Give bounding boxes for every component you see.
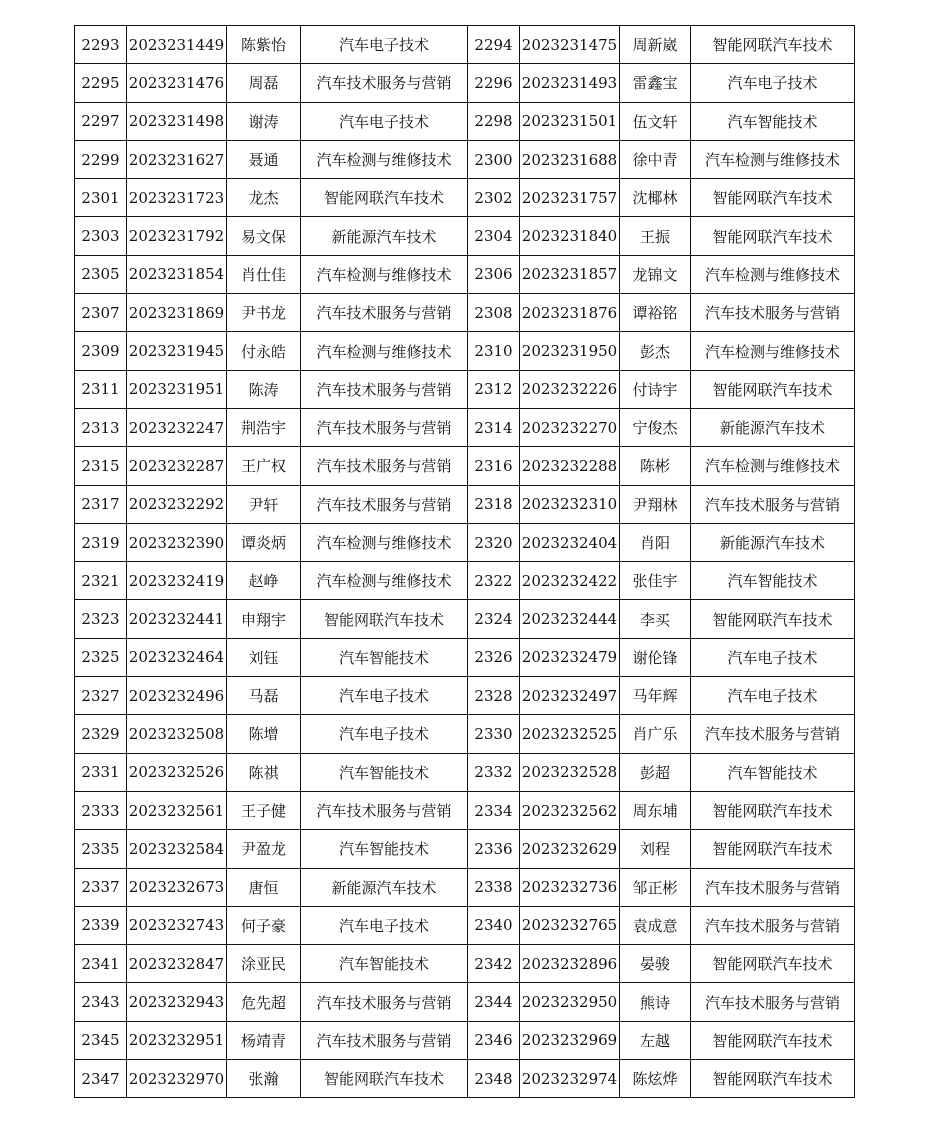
right-seq-number-cell: 2298 <box>468 102 520 140</box>
right-seq-number-cell: 2316 <box>468 447 520 485</box>
left-student-name-cell: 尹盈龙 <box>227 830 301 868</box>
left-major-cell: 汽车电子技术 <box>301 715 468 753</box>
left-seq-number-cell: 2347 <box>75 1060 127 1098</box>
left-seq-number-cell: 2323 <box>75 600 127 638</box>
right-student-name-cell: 付诗宇 <box>620 370 691 408</box>
right-student-name-cell: 宁俊杰 <box>620 408 691 446</box>
right-major-cell: 新能源汽车技术 <box>691 408 855 446</box>
table-row <box>75 179 855 217</box>
left-student-id-cell: 2023232390 <box>127 523 227 561</box>
right-student-name-cell: 陈炫烨 <box>620 1060 691 1098</box>
table-row <box>75 255 855 293</box>
left-seq-number-cell: 2301 <box>75 179 127 217</box>
right-seq-number-cell: 2334 <box>468 791 520 829</box>
left-student-name-cell: 杨靖青 <box>227 1021 301 1059</box>
left-major-cell: 汽车智能技术 <box>301 638 468 676</box>
table-row <box>75 753 855 791</box>
left-student-name-cell: 陈增 <box>227 715 301 753</box>
left-seq-number-cell: 2315 <box>75 447 127 485</box>
right-student-name-cell: 周新崴 <box>620 26 691 64</box>
left-student-name-cell: 唐恒 <box>227 868 301 906</box>
right-seq-number-cell: 2322 <box>468 562 520 600</box>
right-major-cell: 汽车技术服务与营销 <box>691 294 855 332</box>
table-row <box>75 370 855 408</box>
table-row <box>75 830 855 868</box>
left-major-cell: 新能源汽车技术 <box>301 868 468 906</box>
left-seq-number-cell: 2333 <box>75 791 127 829</box>
right-student-id-cell: 2023232444 <box>520 600 620 638</box>
right-seq-number-cell: 2306 <box>468 255 520 293</box>
left-student-name-cell: 王广权 <box>227 447 301 485</box>
right-student-name-cell: 熊诗 <box>620 983 691 1021</box>
right-major-cell: 智能网联汽车技术 <box>691 26 855 64</box>
right-major-cell: 汽车检测与维修技术 <box>691 447 855 485</box>
right-seq-number-cell: 2294 <box>468 26 520 64</box>
table-row <box>75 26 855 64</box>
right-major-cell: 智能网联汽车技术 <box>691 179 855 217</box>
right-student-name-cell: 沈椰林 <box>620 179 691 217</box>
left-student-id-cell: 2023232508 <box>127 715 227 753</box>
right-student-id-cell: 2023232974 <box>520 1060 620 1098</box>
left-major-cell: 智能网联汽车技术 <box>301 1060 468 1098</box>
left-seq-number-cell: 2295 <box>75 64 127 102</box>
right-seq-number-cell: 2338 <box>468 868 520 906</box>
left-student-id-cell: 2023232292 <box>127 485 227 523</box>
right-seq-number-cell: 2318 <box>468 485 520 523</box>
left-student-name-cell: 危先超 <box>227 983 301 1021</box>
left-major-cell: 汽车技术服务与营销 <box>301 370 468 408</box>
right-student-id-cell: 2023232629 <box>520 830 620 868</box>
right-major-cell: 汽车电子技术 <box>691 638 855 676</box>
right-student-name-cell: 徐中青 <box>620 140 691 178</box>
right-seq-number-cell: 2296 <box>468 64 520 102</box>
right-student-name-cell: 晏骏 <box>620 945 691 983</box>
roster-body <box>75 26 855 1098</box>
right-student-id-cell: 2023232896 <box>520 945 620 983</box>
left-student-name-cell: 聂通 <box>227 140 301 178</box>
right-seq-number-cell: 2320 <box>468 523 520 561</box>
left-student-id-cell: 2023232584 <box>127 830 227 868</box>
left-student-id-cell: 2023231869 <box>127 294 227 332</box>
right-student-name-cell: 谢伦锋 <box>620 638 691 676</box>
left-student-name-cell: 张瀚 <box>227 1060 301 1098</box>
right-student-name-cell: 尹翔林 <box>620 485 691 523</box>
left-major-cell: 汽车技术服务与营销 <box>301 64 468 102</box>
right-seq-number-cell: 2326 <box>468 638 520 676</box>
left-student-id-cell: 2023231627 <box>127 140 227 178</box>
left-student-id-cell: 2023231476 <box>127 64 227 102</box>
right-student-id-cell: 2023231857 <box>520 255 620 293</box>
table-row <box>75 945 855 983</box>
left-student-name-cell: 尹轩 <box>227 485 301 523</box>
left-student-name-cell: 尹书龙 <box>227 294 301 332</box>
right-student-name-cell: 雷鑫宝 <box>620 64 691 102</box>
left-major-cell: 汽车智能技术 <box>301 945 468 983</box>
left-student-id-cell: 2023232464 <box>127 638 227 676</box>
left-major-cell: 新能源汽车技术 <box>301 217 468 255</box>
left-seq-number-cell: 2299 <box>75 140 127 178</box>
right-student-id-cell: 2023231950 <box>520 332 620 370</box>
left-student-id-cell: 2023232526 <box>127 753 227 791</box>
left-student-id-cell: 2023232247 <box>127 408 227 446</box>
left-student-id-cell: 2023232743 <box>127 906 227 944</box>
left-student-id-cell: 2023232943 <box>127 983 227 1021</box>
right-major-cell: 智能网联汽车技术 <box>691 945 855 983</box>
right-major-cell: 汽车技术服务与营销 <box>691 715 855 753</box>
left-major-cell: 汽车检测与维修技术 <box>301 140 468 178</box>
right-student-name-cell: 谭裕铭 <box>620 294 691 332</box>
left-major-cell: 汽车技术服务与营销 <box>301 983 468 1021</box>
left-student-id-cell: 2023231449 <box>127 26 227 64</box>
right-seq-number-cell: 2312 <box>468 370 520 408</box>
right-major-cell: 新能源汽车技术 <box>691 523 855 561</box>
left-seq-number-cell: 2325 <box>75 638 127 676</box>
left-seq-number-cell: 2297 <box>75 102 127 140</box>
left-student-name-cell: 周磊 <box>227 64 301 102</box>
right-student-id-cell: 2023231876 <box>520 294 620 332</box>
left-major-cell: 汽车检测与维修技术 <box>301 523 468 561</box>
left-seq-number-cell: 2307 <box>75 294 127 332</box>
right-student-name-cell: 周东埔 <box>620 791 691 829</box>
right-student-id-cell: 2023231840 <box>520 217 620 255</box>
left-major-cell: 智能网联汽车技术 <box>301 179 468 217</box>
table-row <box>75 447 855 485</box>
left-major-cell: 智能网联汽车技术 <box>301 600 468 638</box>
table-row <box>75 485 855 523</box>
right-major-cell: 汽车技术服务与营销 <box>691 906 855 944</box>
table-row <box>75 1021 855 1059</box>
right-major-cell: 智能网联汽车技术 <box>691 600 855 638</box>
left-seq-number-cell: 2319 <box>75 523 127 561</box>
left-major-cell: 汽车技术服务与营销 <box>301 485 468 523</box>
left-student-id-cell: 2023232419 <box>127 562 227 600</box>
left-major-cell: 汽车技术服务与营销 <box>301 1021 468 1059</box>
table-row <box>75 562 855 600</box>
right-student-name-cell: 肖广乐 <box>620 715 691 753</box>
right-seq-number-cell: 2336 <box>468 830 520 868</box>
table-row <box>75 523 855 561</box>
left-major-cell: 汽车技术服务与营销 <box>301 294 468 332</box>
table-row <box>75 408 855 446</box>
left-student-name-cell: 王子健 <box>227 791 301 829</box>
right-major-cell: 智能网联汽车技术 <box>691 830 855 868</box>
right-student-id-cell: 2023231475 <box>520 26 620 64</box>
left-student-name-cell: 谭炎炳 <box>227 523 301 561</box>
left-student-id-cell: 2023232441 <box>127 600 227 638</box>
left-student-name-cell: 刘钰 <box>227 638 301 676</box>
left-student-id-cell: 2023231792 <box>127 217 227 255</box>
table-row <box>75 638 855 676</box>
left-student-name-cell: 马磊 <box>227 677 301 715</box>
left-seq-number-cell: 2331 <box>75 753 127 791</box>
right-student-id-cell: 2023232562 <box>520 791 620 829</box>
left-major-cell: 汽车检测与维修技术 <box>301 255 468 293</box>
left-student-name-cell: 谢涛 <box>227 102 301 140</box>
right-major-cell: 汽车智能技术 <box>691 102 855 140</box>
left-major-cell: 汽车电子技术 <box>301 26 468 64</box>
right-major-cell: 汽车技术服务与营销 <box>691 983 855 1021</box>
left-seq-number-cell: 2329 <box>75 715 127 753</box>
left-major-cell: 汽车智能技术 <box>301 830 468 868</box>
left-major-cell: 汽车技术服务与营销 <box>301 791 468 829</box>
left-seq-number-cell: 2345 <box>75 1021 127 1059</box>
left-student-name-cell: 赵峥 <box>227 562 301 600</box>
right-seq-number-cell: 2314 <box>468 408 520 446</box>
right-major-cell: 智能网联汽车技术 <box>691 1060 855 1098</box>
right-seq-number-cell: 2304 <box>468 217 520 255</box>
table-row <box>75 332 855 370</box>
left-student-id-cell: 2023232673 <box>127 868 227 906</box>
right-major-cell: 智能网联汽车技术 <box>691 791 855 829</box>
table-row <box>75 600 855 638</box>
right-student-id-cell: 2023232528 <box>520 753 620 791</box>
left-student-name-cell: 龙杰 <box>227 179 301 217</box>
right-student-id-cell: 2023231501 <box>520 102 620 140</box>
right-student-name-cell: 龙锦文 <box>620 255 691 293</box>
right-seq-number-cell: 2332 <box>468 753 520 791</box>
right-student-name-cell: 陈彬 <box>620 447 691 485</box>
right-student-id-cell: 2023232422 <box>520 562 620 600</box>
left-seq-number-cell: 2339 <box>75 906 127 944</box>
table-row <box>75 140 855 178</box>
left-student-id-cell: 2023232970 <box>127 1060 227 1098</box>
left-student-id-cell: 2023232561 <box>127 791 227 829</box>
left-student-name-cell: 申翔宇 <box>227 600 301 638</box>
left-student-name-cell: 付永皓 <box>227 332 301 370</box>
right-seq-number-cell: 2346 <box>468 1021 520 1059</box>
table-row <box>75 677 855 715</box>
right-major-cell: 汽车智能技术 <box>691 562 855 600</box>
left-major-cell: 汽车技术服务与营销 <box>301 447 468 485</box>
table-row <box>75 715 855 753</box>
left-major-cell: 汽车检测与维修技术 <box>301 332 468 370</box>
right-major-cell: 汽车技术服务与营销 <box>691 485 855 523</box>
right-major-cell: 智能网联汽车技术 <box>691 217 855 255</box>
left-major-cell: 汽车技术服务与营销 <box>301 408 468 446</box>
student-roster-table <box>74 25 855 1098</box>
left-student-name-cell: 涂亚民 <box>227 945 301 983</box>
table-row <box>75 868 855 906</box>
left-student-id-cell: 2023231951 <box>127 370 227 408</box>
right-major-cell: 汽车智能技术 <box>691 753 855 791</box>
right-seq-number-cell: 2310 <box>468 332 520 370</box>
left-major-cell: 汽车电子技术 <box>301 677 468 715</box>
right-seq-number-cell: 2324 <box>468 600 520 638</box>
right-student-name-cell: 袁成意 <box>620 906 691 944</box>
right-student-name-cell: 彭超 <box>620 753 691 791</box>
right-student-id-cell: 2023232497 <box>520 677 620 715</box>
left-student-name-cell: 荆浩宇 <box>227 408 301 446</box>
left-seq-number-cell: 2293 <box>75 26 127 64</box>
right-student-name-cell: 左越 <box>620 1021 691 1059</box>
left-seq-number-cell: 2321 <box>75 562 127 600</box>
right-seq-number-cell: 2308 <box>468 294 520 332</box>
left-seq-number-cell: 2313 <box>75 408 127 446</box>
right-major-cell: 汽车技术服务与营销 <box>691 868 855 906</box>
left-student-name-cell: 陈涛 <box>227 370 301 408</box>
left-seq-number-cell: 2311 <box>75 370 127 408</box>
right-student-name-cell: 刘程 <box>620 830 691 868</box>
right-major-cell: 汽车检测与维修技术 <box>691 140 855 178</box>
table-row <box>75 217 855 255</box>
right-seq-number-cell: 2342 <box>468 945 520 983</box>
right-student-name-cell: 伍文轩 <box>620 102 691 140</box>
right-student-id-cell: 2023232270 <box>520 408 620 446</box>
left-seq-number-cell: 2317 <box>75 485 127 523</box>
right-major-cell: 汽车检测与维修技术 <box>691 332 855 370</box>
table-row <box>75 102 855 140</box>
left-seq-number-cell: 2305 <box>75 255 127 293</box>
right-major-cell: 智能网联汽车技术 <box>691 370 855 408</box>
right-student-id-cell: 2023232969 <box>520 1021 620 1059</box>
left-student-id-cell: 2023231854 <box>127 255 227 293</box>
right-student-id-cell: 2023232525 <box>520 715 620 753</box>
left-student-id-cell: 2023232951 <box>127 1021 227 1059</box>
left-seq-number-cell: 2341 <box>75 945 127 983</box>
right-student-name-cell: 肖阳 <box>620 523 691 561</box>
right-seq-number-cell: 2300 <box>468 140 520 178</box>
left-student-id-cell: 2023231723 <box>127 179 227 217</box>
right-student-name-cell: 张佳宇 <box>620 562 691 600</box>
left-student-id-cell: 2023231498 <box>127 102 227 140</box>
right-major-cell: 汽车电子技术 <box>691 677 855 715</box>
left-seq-number-cell: 2327 <box>75 677 127 715</box>
left-student-name-cell: 陈紫怡 <box>227 26 301 64</box>
left-seq-number-cell: 2337 <box>75 868 127 906</box>
left-seq-number-cell: 2303 <box>75 217 127 255</box>
table-row <box>75 906 855 944</box>
table-row <box>75 64 855 102</box>
right-student-id-cell: 2023232950 <box>520 983 620 1021</box>
right-student-id-cell: 2023231757 <box>520 179 620 217</box>
right-student-name-cell: 邹正彬 <box>620 868 691 906</box>
table-row <box>75 1060 855 1098</box>
right-student-name-cell: 彭杰 <box>620 332 691 370</box>
right-student-id-cell: 2023232404 <box>520 523 620 561</box>
right-seq-number-cell: 2330 <box>468 715 520 753</box>
right-student-name-cell: 李买 <box>620 600 691 638</box>
right-seq-number-cell: 2328 <box>468 677 520 715</box>
right-student-id-cell: 2023232736 <box>520 868 620 906</box>
right-student-id-cell: 2023232765 <box>520 906 620 944</box>
right-seq-number-cell: 2344 <box>468 983 520 1021</box>
left-student-id-cell: 2023231945 <box>127 332 227 370</box>
left-student-id-cell: 2023232287 <box>127 447 227 485</box>
left-major-cell: 汽车检测与维修技术 <box>301 562 468 600</box>
right-student-id-cell: 2023232479 <box>520 638 620 676</box>
right-major-cell: 智能网联汽车技术 <box>691 1021 855 1059</box>
left-seq-number-cell: 2335 <box>75 830 127 868</box>
right-student-id-cell: 2023231493 <box>520 64 620 102</box>
table-row <box>75 791 855 829</box>
right-major-cell: 汽车检测与维修技术 <box>691 255 855 293</box>
right-seq-number-cell: 2340 <box>468 906 520 944</box>
left-major-cell: 汽车电子技术 <box>301 102 468 140</box>
left-student-name-cell: 易文保 <box>227 217 301 255</box>
left-major-cell: 汽车智能技术 <box>301 753 468 791</box>
right-student-id-cell: 2023232288 <box>520 447 620 485</box>
left-major-cell: 汽车电子技术 <box>301 906 468 944</box>
right-student-id-cell: 2023231688 <box>520 140 620 178</box>
right-student-name-cell: 马年辉 <box>620 677 691 715</box>
left-seq-number-cell: 2309 <box>75 332 127 370</box>
right-major-cell: 汽车电子技术 <box>691 64 855 102</box>
left-student-name-cell: 陈祺 <box>227 753 301 791</box>
left-student-name-cell: 肖仕佳 <box>227 255 301 293</box>
right-student-name-cell: 王振 <box>620 217 691 255</box>
right-student-id-cell: 2023232310 <box>520 485 620 523</box>
right-seq-number-cell: 2302 <box>468 179 520 217</box>
left-student-id-cell: 2023232847 <box>127 945 227 983</box>
table-row <box>75 294 855 332</box>
left-seq-number-cell: 2343 <box>75 983 127 1021</box>
left-student-name-cell: 何子豪 <box>227 906 301 944</box>
table-row <box>75 983 855 1021</box>
right-seq-number-cell: 2348 <box>468 1060 520 1098</box>
left-student-id-cell: 2023232496 <box>127 677 227 715</box>
right-student-id-cell: 2023232226 <box>520 370 620 408</box>
